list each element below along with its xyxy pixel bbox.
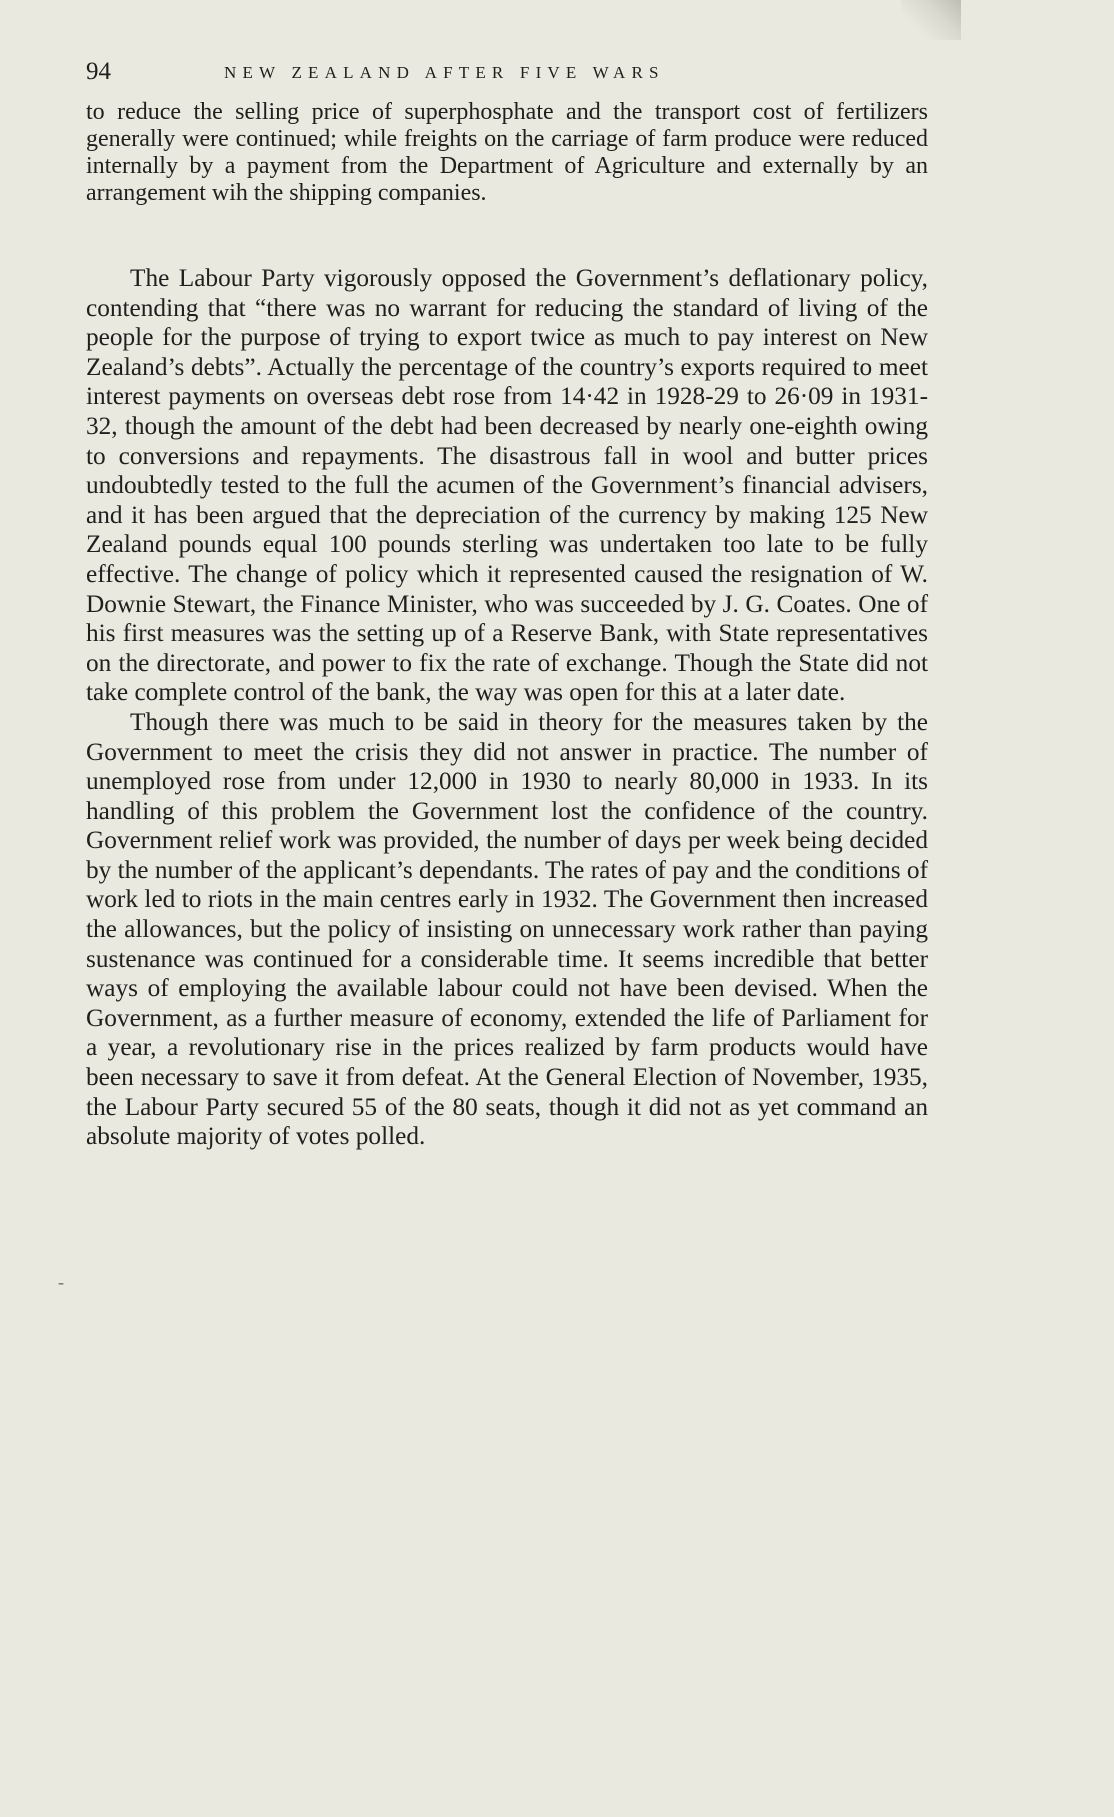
paragraph-continued: to reduce the selling price of superphosphate and the transport cost of fertilizers generally were continued; while freights on the carriage of farm produce were reduced internally by a payment from the Department of Agriculture and externally by an arrangement wih the shipping companies.	[86, 99, 928, 206]
main-text-block	[86, 264, 928, 1152]
paragraph-unemployment: Though there was much to be said in theory for the measures taken by the Government to meet the crisis they did not answer in practice. The number of unemployed rose from under 12,000 in 1930 to nearly 80,000 in 1933. In its handling of this problem the Government lost the confidence of the country. Government relief work was provided, the number of days per week being decided by the number of the applicant’s dependants. The rates of pay and the conditions of work led to riots in the main centres early in 1932. The Government then increased the allowances, but the policy of insisting on unnecessary work rather than paying sustenance was continued for a considerable time. It seems incredible that better ways of employing the available labour could not have been devised. When the Government, as a further measure of economy, extended the life of Parliament for a year, a revolutionary rise in the prices realized by farm products would have been necessary to save it from defeat. At the General Election of November, 1935, the Labour Party secured 55 of the 80 seats, though it did not as yet command an absolute majority of votes polled.	[86, 707, 928, 1151]
margin-mark: -	[58, 1272, 64, 1292]
running-header	[86, 58, 796, 88]
page-number: 94	[86, 58, 111, 85]
continued-text-block	[86, 99, 928, 207]
page-corner-shadow	[901, 0, 961, 40]
paragraph-labour-party: The Labour Party vigorously opposed the Government’s deflationary policy, contending that “there was no warrant for reducing the standard of living of the people for the purpose of trying to export twice as much to pay interest on New Zealand’s debts”. Actually the percentage of the country’s exports required to meet interest payments on overseas debt rose from 14·42 in 1928-29 to 26·09 in 1931-32, though the amount of the debt had been decreased by nearly one-eighth owing to conversions and repayments. The disastrous fall in wool and butter prices undoubtedly tested to the full the acumen of the Government’s financial advisers, and it has been argued that the depreciation of the currency by making 125 New Zealand pounds equal 100 pounds sterling was undertaken too late to be fully effective. The change of policy which it represented caused the resignation of W. Downie Stewart, the Finance Minister, who was succeeded by J. G. Coates. One of his first measures was the setting up of a Reserve Bank, with State representatives on the directorate, and power to fix the rate of exchange. Though the State did not take complete control of the bank, the way was open for this at a later date.	[86, 264, 928, 707]
running-title: NEW ZEALAND AFTER FIVE WARS	[224, 63, 665, 82]
